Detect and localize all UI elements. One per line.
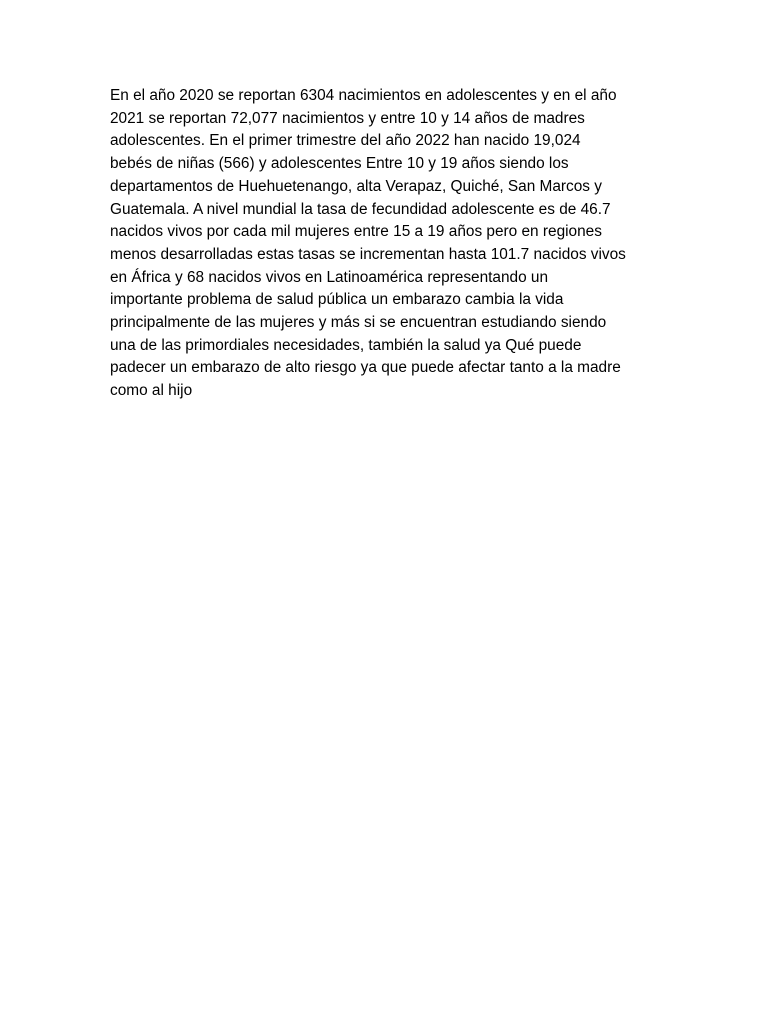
body-paragraph: En el año 2020 se reportan 6304 nacimientos en adolescentes y en el año 2021 se reportan 72,077 nacimientos y entre 10 y 14 años de madres adolescentes. En el primer trimestre del año 2022 han nacido 19,024 bebés de niñas (566) y adolescentes Entre 10 y 19 años siendo los departamentos de Huehuetenango, alta Verapaz, Quiché, San Marcos y Guatemala. A nivel mundial la tasa de fecundidad adolescente es de 46.7 nacidos vivos por cada mil mujeres entre 15 a 19 años pero en regiones menos desarrolladas estas tasas se incrementan hasta 101.7 nacidos vivos en África y 68 nacidos vivos en Latinoamérica representando un importante problema de salud pública un embarazo cambia la vida principalmente de las mujeres y más si se encuentran estudiando siendo una de las primordiales necesidades, también la salud ya Qué puede padecer un embarazo de alto riesgo ya que puede afectar tanto a la madre como al hijo [110, 87, 626, 400]
